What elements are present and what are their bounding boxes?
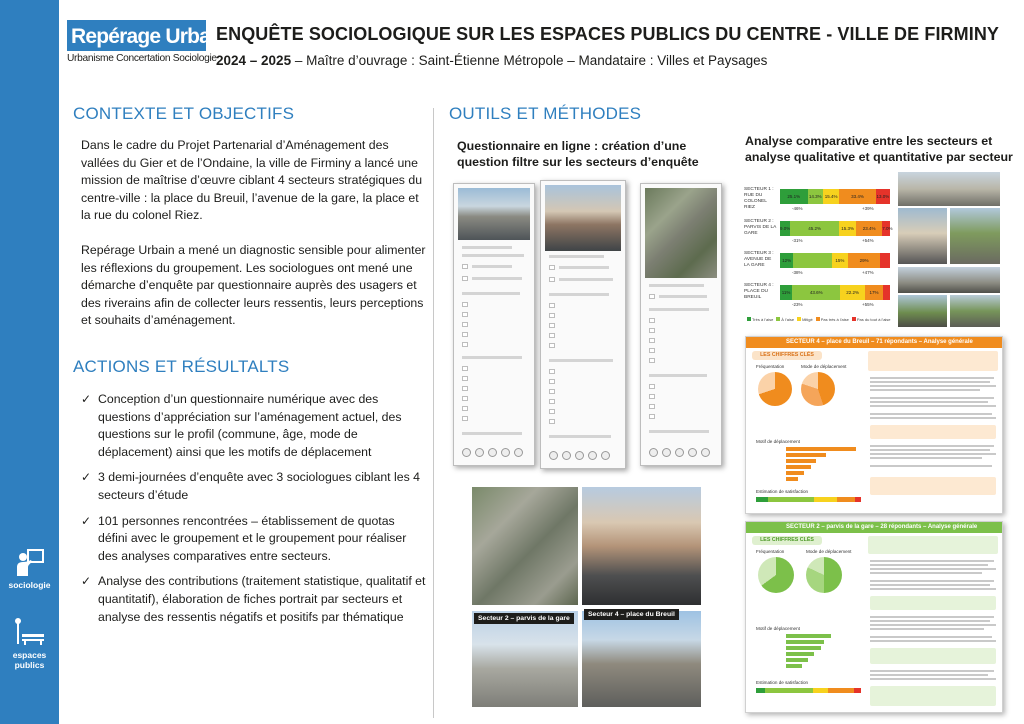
frequentation-label: Fréquentation (756, 364, 785, 369)
chart-bar (780, 189, 890, 204)
action-text: avec 3 sociologues ciblant les 4 secteurs d’étude (98, 470, 420, 502)
check-icon: ✓ (81, 574, 92, 589)
chart-row (742, 249, 892, 277)
actions-heading: ACTIONS ET RÉSULTALTS (73, 357, 290, 376)
photo-parvis-gare (472, 611, 578, 707)
sociologie-badge (0, 548, 59, 590)
chart-bar-segment: 15.4% (823, 189, 840, 204)
column-divider (433, 108, 434, 718)
logo-title: Repérage Urbain (67, 20, 206, 51)
satisfaction-bar (756, 688, 861, 693)
sheet-title: SECTEUR 4 – place du Breuil – 71 répondants – Analyse générale (746, 337, 1002, 348)
sociologie-label: sociologie (8, 580, 51, 590)
subtitle-rest: – Maître d’ouvrage : Saint-Étienne Métropole – Mandataire : Villes et Paysages (291, 53, 768, 68)
chart-category-label: SECTEUR 4 : PLACE DU BREUIL (744, 283, 774, 300)
chart-legend (744, 317, 891, 322)
sheet-title: SECTEUR 2 – parvis de la gare – 28 répondants – Analyse générale (746, 522, 1002, 533)
contexte-paragraph-1: Dans le cadre du Projet Partenarial d’Aménagement des vallées du Gier et de l’Ondaine, la ville de Firminy a lancé une mission de maîtrise d’œuvre ciblant 4 secteurs stratégiques du centre-ville : la place du Breuil, l’avenue de la gare, la place et la rue du colonel Riez. (81, 138, 423, 223)
chart-bar-segment (793, 253, 832, 268)
chart-pos-label: +54% (862, 238, 874, 243)
check-icon: ✓ (81, 470, 92, 485)
chart-row (742, 217, 892, 245)
action-item (81, 513, 426, 566)
action-text: Conception d’un questionnaire numérique avec des questions d’appréciation sur l’aménagement actuel, des questions sur le profil (commune, âge, mode de déplacement) ainsi que les motifs de déplacement (98, 392, 402, 459)
chart-bar (780, 285, 890, 300)
chart-category-label: SECTEUR 3 : AVENUE DE LA GARE (744, 251, 774, 268)
chart-pos-label: +39% (862, 206, 874, 211)
photo-place-breuil (582, 611, 701, 707)
chart-bar-segment: 29% (848, 253, 880, 268)
motif-label: Motif de déplacement (756, 626, 800, 631)
street-photo (545, 185, 621, 251)
action-text: – établissement de quotas défini avec le groupement et le groupement pour réaliser des analyses comparatives entre secteurs. (98, 513, 407, 563)
sheet-panel (870, 596, 996, 610)
chart-bar (780, 221, 893, 236)
outils-heading: OUTILS ET MÉTHODES (449, 104, 642, 123)
satisfaction-bar (756, 497, 861, 502)
legend-swatch (747, 317, 751, 321)
analyse-caption: Analyse comparative entre les secteurs et analyse qualitative et quantitative par secteur (745, 134, 1013, 164)
sector-photo (898, 267, 1000, 293)
legend-swatch (797, 317, 801, 321)
chart-bar-segment: 45.2% (790, 221, 840, 236)
chart-bar-segment: 14.3% (808, 189, 823, 204)
contexte-paragraph-2: Repérage Urbain a mené un diagnostic sensible pour alimenter les réflexions du groupement. Les sociologues ont mené une démarche d’enquête par questionnaire auprès des usagers et des riverains afin de collecter leurs ressentis, leurs perceptions et souhaits d’aménagement. (81, 243, 426, 328)
frequentation-donut (758, 372, 792, 406)
chart-pos-label: +55% (862, 302, 874, 307)
legend-label: Pas très à l'aise (820, 317, 849, 322)
chart-bar-segment: 25.1% (780, 189, 808, 204)
chart-bar-segment: 11% (780, 285, 792, 300)
questionnaire-screen-2 (540, 180, 626, 469)
sidebar (0, 0, 59, 724)
page-title: ENQUÊTE SOCIOLOGIQUE SUR LES ESPACES PUBLICS DU CENTRE - VILLE DE FIRMINY (216, 24, 1000, 44)
mode-donut (806, 557, 842, 593)
chiffres-cles-label: LES CHIFFRES CLÉS (752, 536, 822, 545)
page-subtitle (216, 53, 767, 68)
analysis-sheet-secteur-2 (745, 521, 1003, 713)
comparative-chart (742, 173, 892, 321)
chart-bar-segment: 13.0% (876, 189, 890, 204)
sheet-panel (868, 351, 998, 371)
street-photo-breuil (582, 487, 701, 605)
sector-photo (950, 208, 1000, 264)
mode-deplacement-label: Mode de déplacement (806, 549, 852, 554)
chart-bar-segment: 43.6% (792, 285, 840, 300)
action-bold: 101 personnes rencontrées (98, 513, 248, 528)
chart-bar-segment: 33.4% (839, 189, 875, 204)
chart-neg-label: -23% (792, 302, 803, 307)
legend-label: Très à l'aise (752, 317, 774, 322)
chart-bar-segment: 23.4% (856, 221, 882, 236)
aerial-photo-gare (472, 487, 578, 605)
logo-subtitle: Urbanisme Concertation Sociologie (67, 53, 217, 64)
street-photo (458, 188, 530, 240)
contexte-heading: CONTEXTE ET OBJECTIFS (73, 104, 295, 123)
frequentation-donut (758, 557, 794, 593)
legend-label: À l'aise (781, 317, 795, 322)
satisfaction-label: Estimation de satisfaction (756, 680, 809, 685)
action-text: Analyse des contributions (traitement statistique, qualitatif et quantitatif), élaboration de fiches portrait par secteurs et analyse des ressentis négatifs et positifs par thématique (98, 574, 426, 624)
sheet-panel (870, 686, 996, 706)
photo-label-gare: Secteur 2 – parvis de la gare (474, 613, 574, 624)
sheet-panel (868, 536, 998, 554)
chart-bar-segment (883, 285, 890, 300)
legend-swatch (776, 317, 780, 321)
action-item (81, 391, 426, 461)
espaces-publics-badge (0, 618, 59, 670)
legend-label: Mitigé (802, 317, 813, 322)
legend-swatch (816, 317, 820, 321)
chart-category-label: SECTEUR 2 : PARVIS DE LA GARE (744, 219, 777, 236)
chart-neg-label: -46% (792, 206, 803, 211)
mode-donut (801, 372, 835, 406)
sheet-panel (870, 648, 996, 664)
chart-row (742, 185, 892, 213)
photo-label-breuil: Secteur 4 – place du Breuil (584, 609, 679, 620)
check-icon: ✓ (81, 513, 92, 528)
chart-row (742, 281, 892, 309)
bench-icon (14, 618, 46, 648)
chart-category-label: SECTEUR 1 : RUE DU COLONEL RIEZ (744, 187, 774, 210)
legend-label: Pas du tout à l'aise (856, 317, 891, 322)
chart-bar-segment: 15.3% (839, 221, 856, 236)
questionnaire-screen-3 (640, 183, 722, 466)
chart-neg-label: -31% (792, 238, 803, 243)
action-bold: 3 demi-journées d’enquête (98, 470, 244, 485)
chart-bar-segment: 12% (780, 253, 793, 268)
frequentation-label: Fréquentation (756, 549, 785, 554)
chart-bar (780, 253, 890, 268)
subtitle-years: 2024 – 2025 (216, 53, 292, 68)
questionnaire-screen-1 (453, 183, 535, 466)
chart-bar-segment: 22.2% (840, 285, 864, 300)
chart-bar-segment (880, 253, 890, 268)
satisfaction-label: Estimation de satisfaction (756, 489, 809, 494)
chart-bar-segment: 9.0% (780, 221, 790, 236)
chart-pos-label: +47% (862, 270, 874, 275)
chart-neg-label: -38% (792, 270, 803, 275)
check-icon: ✓ (81, 392, 92, 406)
action-item (81, 469, 426, 504)
sheet-panel (870, 425, 996, 439)
aerial-photo (645, 188, 717, 278)
actions-list (81, 391, 426, 634)
mode-deplacement-label: Mode de déplacement (801, 364, 847, 369)
legend-swatch (852, 317, 856, 321)
sector-photo (898, 208, 947, 264)
presenter-icon (15, 548, 45, 578)
logo (67, 20, 228, 75)
questionnaire-caption: Questionnaire en ligne : création d’une question filtre sur les secteurs d’enquête (457, 139, 699, 169)
chart-bar-segment: 15% (832, 253, 849, 268)
sector-photo (898, 295, 947, 327)
chart-bar-segment: 17% (865, 285, 884, 300)
analysis-sheet-secteur-4 (745, 336, 1003, 514)
chiffres-cles-label: LES CHIFFRES CLÉS (752, 351, 822, 360)
sector-photo (898, 172, 1000, 206)
sheet-panel (870, 477, 996, 495)
espaces-publics-label: espaces publics (12, 650, 47, 670)
sector-photo (950, 295, 1000, 327)
chart-bar-segment: 7.0% (882, 221, 890, 236)
motif-label: Motif de déplacement (756, 439, 800, 444)
action-item (81, 573, 426, 626)
